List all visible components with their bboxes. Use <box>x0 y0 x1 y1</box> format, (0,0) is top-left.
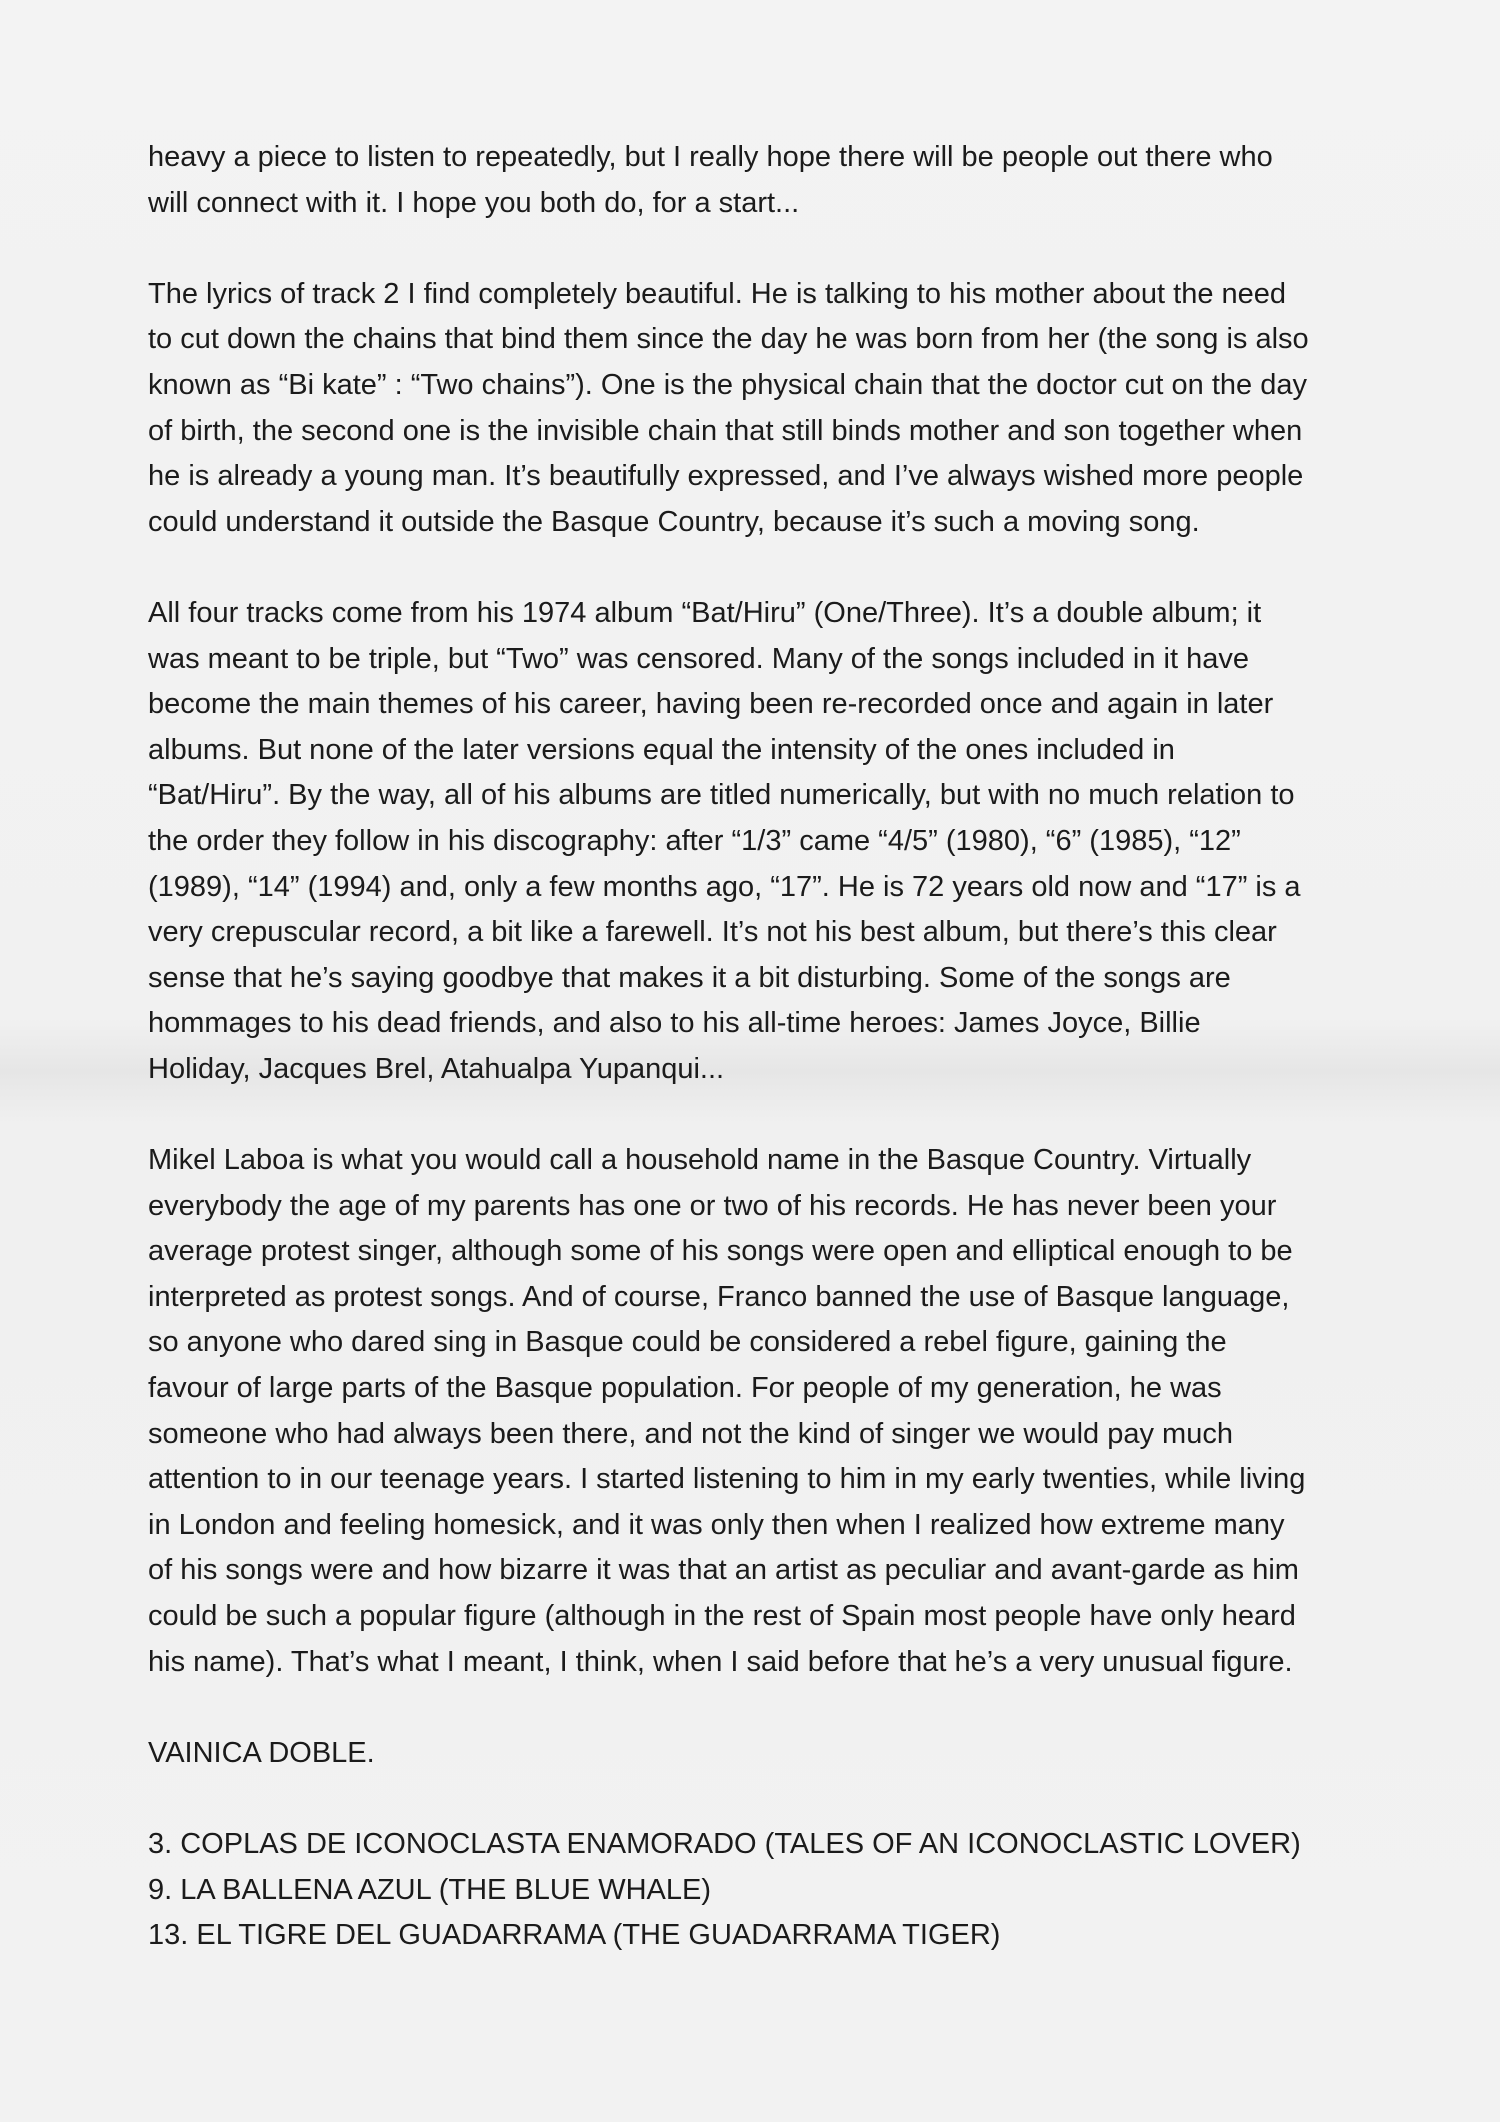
text-line: Mikel Laboa is what you would call a household name in the Basque Country. Virtually <box>148 1144 1252 1177</box>
document-body <box>148 135 1398 1959</box>
paragraph-4 <box>148 1138 1398 1685</box>
text-line: “Bat/Hiru”. By the way, all of his albums are titled numerically, but with no much relation to <box>148 779 1295 812</box>
text-line: will connect with it. I hope you both do, for a start... <box>148 186 800 219</box>
text-line: of his songs were and how bizarre it was that an artist as peculiar and avant-garde as him <box>148 1554 1299 1587</box>
text-line: known as “Bi kate” : “Two chains”). One is the physical chain that the doctor cut on the day <box>148 368 1307 401</box>
text-line: become the main themes of his career, having been re-recorded once and again in later <box>148 688 1274 721</box>
track-item: 13. EL TIGRE DEL GUADARRAMA (THE GUADARRAMA TIGER) <box>148 1919 1001 1952</box>
text-line: (1989), “14” (1994) and, only a few months ago, “17”. He is 72 years old now and “17” is a <box>148 870 1301 903</box>
text-line: could understand it outside the Basque Country, because it’s such a moving song. <box>148 505 1200 538</box>
track-list <box>148 1822 1398 1959</box>
text-line: in London and feeling homesick, and it was only then when I realized how extreme many <box>148 1508 1285 1541</box>
paragraph-1 <box>148 135 1398 226</box>
text-line: average protest singer, although some of his songs were open and elliptical enough to be <box>148 1235 1293 1268</box>
track-item: 9. LA BALLENA AZUL (THE BLUE WHALE) <box>148 1873 712 1906</box>
text-line: heavy a piece to listen to repeatedly, but I really hope there will be people out there who <box>148 141 1273 173</box>
text-line: sense that he’s saying goodbye that makes it a bit disturbing. Some of the songs are <box>148 961 1231 994</box>
track-item: 3. COPLAS DE ICONOCLASTA ENAMORADO (TALES OF AN ICONOCLASTIC LOVER) <box>148 1827 1301 1860</box>
section-heading: VAINICA DOBLE. <box>148 1736 375 1769</box>
paragraph-3 <box>148 591 1398 1093</box>
text-line: could be such a popular figure (although in the rest of Spain most people have only heard <box>148 1600 1296 1632</box>
text-line: hommages to his dead friends, and also to his all-time heroes: James Joyce, Billie <box>148 1007 1201 1040</box>
text-line: The lyrics of track 2 I find completely beautiful. He is talking to his mother about the need <box>148 277 1287 310</box>
text-line: to cut down the chains that bind them since the day he was born from her (the song is also <box>148 323 1309 356</box>
text-line: of birth, the second one is the invisible chain that still binds mother and son together when <box>148 414 1303 447</box>
text-line: very crepuscular record, a bit like a farewell. It’s not his best album, but there’s this clear <box>148 916 1277 949</box>
text-line: he is already a young man. It’s beautifully expressed, and I’ve always wished more people <box>148 460 1304 493</box>
text-line: interpreted as protest songs. And of course, Franco banned the use of Basque language, <box>148 1280 1290 1313</box>
paragraph-2 <box>148 272 1398 546</box>
text-line: the order they follow in his discography: after “1/3” came “4/5” (1980), “6” (1985), “12” <box>148 824 1241 857</box>
text-line: All four tracks come from his 1974 album “Bat/Hiru” (One/Three). It’s a double album; it <box>148 596 1262 629</box>
text-line: favour of large parts of the Basque population. For people of my generation, he was <box>148 1372 1222 1405</box>
text-line: everybody the age of my parents has one or two of his records. He has never been your <box>148 1189 1277 1222</box>
text-line: so anyone who dared sing in Basque could be considered a rebel figure, gaining the <box>148 1326 1227 1359</box>
text-line: his name). That’s what I meant, I think, when I said before that he’s a very unusual figure. <box>148 1645 1293 1678</box>
text-line: albums. But none of the later versions equal the intensity of the ones included in <box>148 733 1175 766</box>
text-line: someone who had always been there, and not the kind of singer we would pay much <box>148 1417 1233 1450</box>
text-line: was meant to be triple, but “Two” was censored. Many of the songs included in it have <box>148 642 1249 675</box>
text-line: Holiday, Jacques Brel, Atahualpa Yupanqui... <box>148 1052 725 1085</box>
text-line: attention to in our teenage years. I started listening to him in my early twenties, while living <box>148 1463 1306 1496</box>
